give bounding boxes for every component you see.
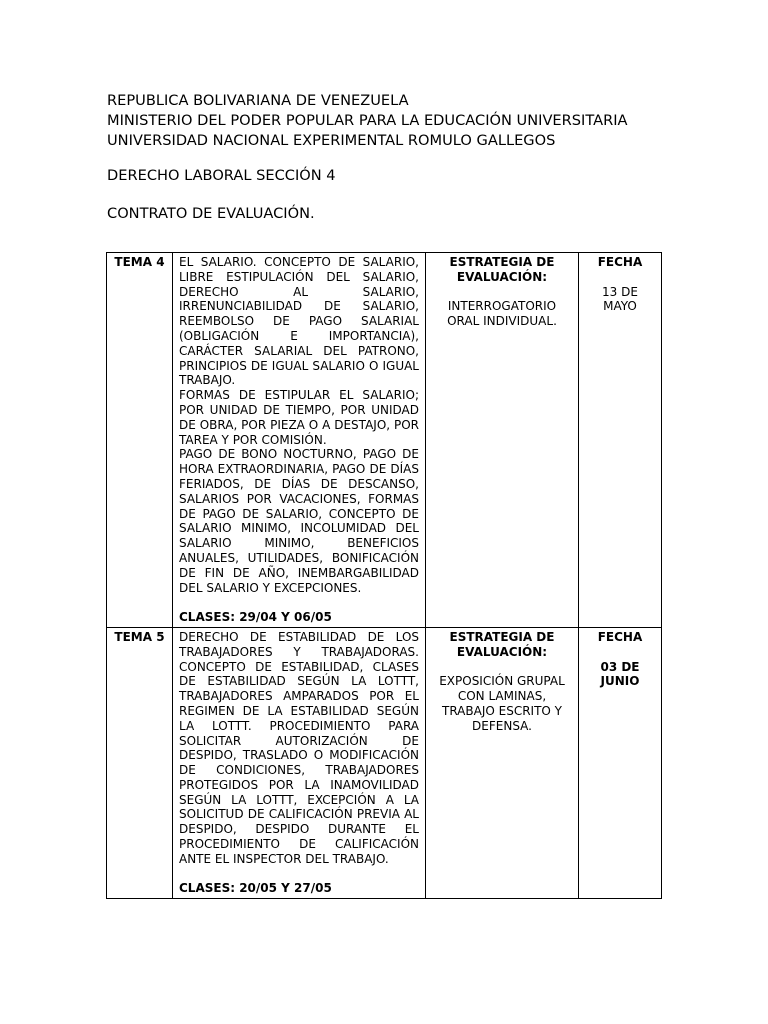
- strategy-cell: [426, 627, 579, 898]
- table-row: [107, 253, 662, 628]
- tema-cell: TEMA 5: [107, 627, 173, 898]
- tema-cell: TEMA 4: [107, 253, 173, 628]
- date-label: FECHA: [597, 629, 643, 644]
- header-university: UNIVERSIDAD NACIONAL EXPERIMENTAL ROMULO GALLEGOS: [107, 132, 556, 149]
- course-title: DERECHO LABORAL SECCIÓN 4: [107, 167, 336, 184]
- content-paragraph: PAGO DE BONO NOCTURNO, PAGO DE HORA EXTRAORDINARIA, PAGO DE DÍAS FERIADOS, DE DÍAS DE DESCANSO, SALARIOS POR VACACIONES, FORMAS DE PAGO DE SALARIO, CONCEPTO DE SALARIO MINIMO, INCOLUMIDAD DEL SALARIO MINIMO, BENEFICIOS ANUALES, UTILIDADES, BONIFICACIÓN DE FIN DE AÑO, INEMBARGABILIDAD DEL SALARIO Y EXCEPCIONES.: [179, 447, 419, 595]
- date-label: FECHA: [597, 255, 643, 269]
- date-value: 03 DE JUNIO: [600, 659, 640, 689]
- content-paragraph: EL SALARIO. CONCEPTO DE SALARIO, LIBRE ESTIPULACIÓN DEL SALARIO, DERECHO AL SALARIO, IRRENUNCIABILIDAD DE SALARIO, REEMBOLSO DE PAGO SALARIAL (OBLIGACIÓN E IMPORTANCIA), CARÁCTER SALARIAL DEL PATRONO, PRINCIPIOS DE IGUAL SALARIO O IGUAL TRABAJO.: [179, 255, 419, 388]
- strategy-cell: [426, 253, 579, 628]
- evaluation-table: [106, 252, 662, 899]
- clases-dates: CLASES: 29/04 Y 06/05: [179, 610, 332, 625]
- header-ministry: MINISTERIO DEL PODER POPULAR PARA LA EDUCACIÓN UNIVERSITARIA: [107, 112, 628, 129]
- strategy-label: ESTRATEGIA DE EVALUACIÓN:: [449, 255, 555, 284]
- document-title: CONTRATO DE EVALUACIÓN.: [107, 205, 315, 222]
- date-cell: [579, 627, 662, 898]
- strategy-value: EXPOSICIÓN GRUPAL CON LAMINAS, TRABAJO ESCRITO Y DEFENSA.: [439, 674, 565, 733]
- strategy-label: ESTRATEGIA DE EVALUACIÓN:: [449, 629, 555, 659]
- content-cell: [173, 253, 426, 628]
- header-republic: REPUBLICA BOLIVARIANA DE VENEZUELA: [107, 92, 409, 109]
- clases-dates: CLASES: 20/05 Y 27/05: [179, 881, 332, 896]
- date-value: 13 DE MAYO: [602, 284, 638, 314]
- document-header: [107, 91, 628, 224]
- strategy-value: INTERROGATORIO ORAL INDIVIDUAL.: [447, 299, 557, 329]
- content-paragraph: DERECHO DE ESTABILIDAD DE LOS TRABAJADORES Y TRABAJADORAS. CONCEPTO DE ESTABILIDAD, CLASES DE ESTABILIDAD SEGÚN LA LOTTT, TRABAJADORES AMPARADOS POR EL REGIMEN DE LA ESTABILIDAD SEGÚN LA LOTTT. PROCEDIMIENTO PARA SOLICITAR AUTORIZACIÓN DE DESPIDO, TRASLADO O MODIFICACIÓN DE CONDICIONES, TRABAJADORES PROTEGIDOS POR LA INAMOVILIDAD SEGÚN LA LOTTT, EXCEPCIÓN A LA SOLICITUD DE CALIFICACIÓN PREVIA AL DESPIDO, DESPIDO DURANTE EL PROCEDIMIENTO DE CALIFICACIÓN ANTE EL INSPECTOR DEL TRABAJO.: [179, 629, 419, 866]
- content-cell: [173, 627, 426, 898]
- table-row: [107, 627, 662, 898]
- content-paragraph: FORMAS DE ESTIPULAR EL SALARIO; POR UNIDAD DE TIEMPO, POR UNIDAD DE OBRA, POR PIEZA O A DESTAJO, POR TAREA Y POR COMISIÓN.: [179, 388, 419, 447]
- date-cell: [579, 253, 662, 628]
